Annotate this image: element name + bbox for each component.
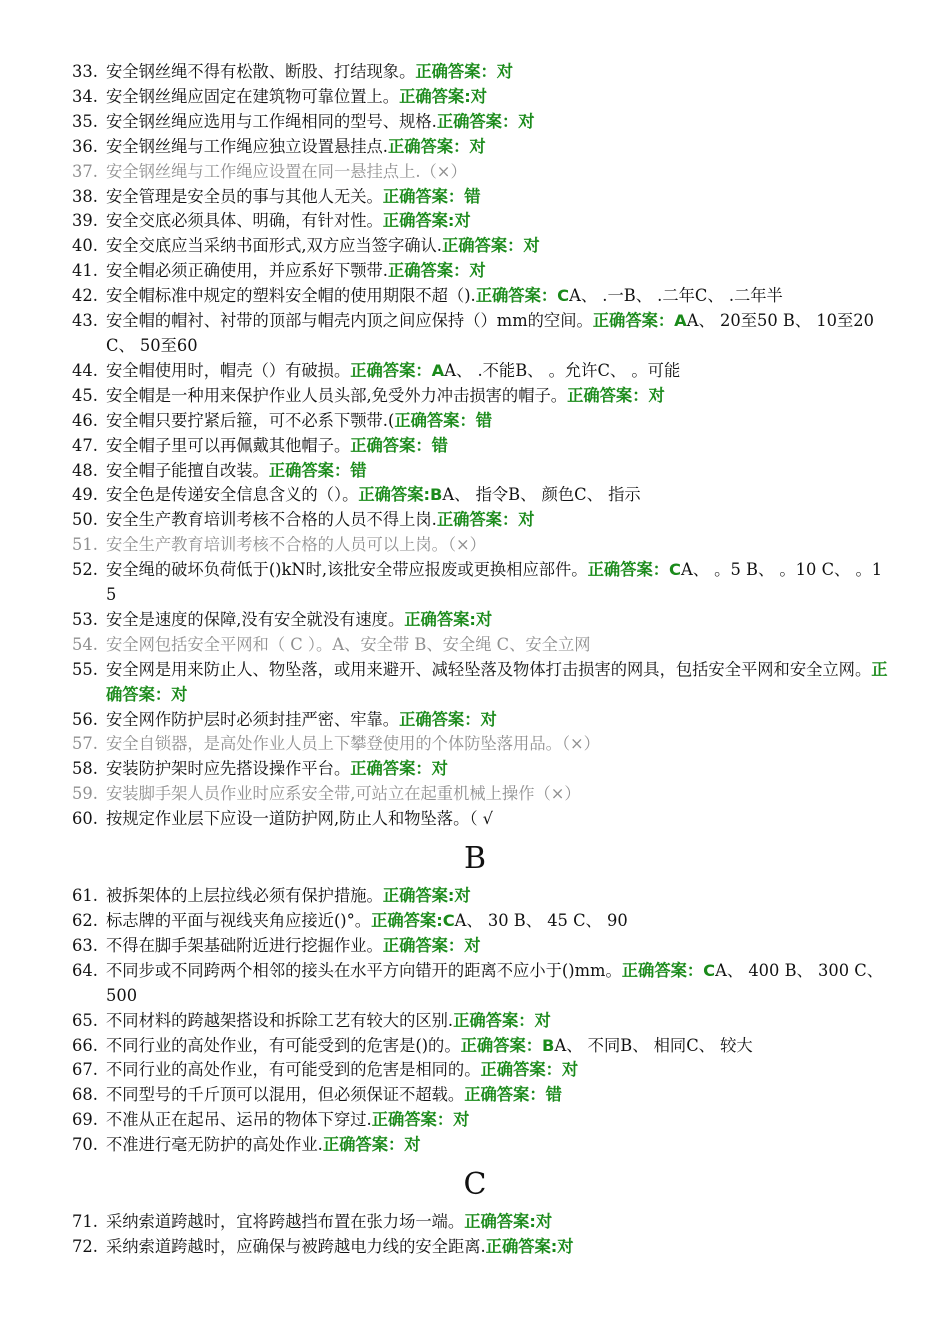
answer-label: 正确答案:对 (404, 609, 493, 629)
item-number: 66. (72, 1035, 98, 1055)
item-number: 69. (72, 1110, 98, 1130)
answer-label: 正确答案：对 (453, 1010, 551, 1030)
list-item (0, 558, 950, 608)
question-text: 不同行业的高处作业，有可能受到的危害是相同的。 (106, 1060, 481, 1080)
question-text: 安全交底应当采纳书面形式,双方应当签字确认. (106, 236, 442, 256)
answer-options: A、 .不能B、 。允许C、 。可能 (444, 360, 681, 380)
answer-label: 正确答案：A (592, 311, 687, 331)
item-number: 68. (72, 1085, 98, 1105)
answer-label: 正确答案：对 (387, 136, 486, 156)
item-number: 46. (72, 410, 98, 430)
answer-options: A、 不同B、 相同C、 较大 (554, 1035, 753, 1055)
item-number: 49. (72, 485, 98, 505)
question-text: 不同行业的高处作业，有可能受到的危害是()的。 (106, 1035, 461, 1055)
answer-label: 正确答案:对 (382, 886, 471, 906)
question-text: 安全帽是一种用来保护作业人员头部,免受外力冲击损害的帽子。 (106, 385, 568, 405)
question-text: 安全交底必须具体、明确，有针对性。 (106, 211, 383, 231)
item-number: 70. (72, 1135, 98, 1155)
item-number: 50. (72, 510, 98, 530)
list-item (0, 259, 950, 284)
item-number: 62. (72, 911, 98, 930)
answer-label: 正确答案:B (358, 485, 443, 505)
item-number: 41. (72, 261, 98, 281)
answer-label: 正确答案:对 (464, 1212, 553, 1232)
question-text: 安全帽标准中规定的塑料安全帽的使用期限不超（). (106, 286, 476, 306)
item-number: 38. (72, 186, 98, 206)
list-item (0, 234, 950, 259)
answer-label: 正确答案：对 (387, 261, 486, 281)
answer-options: A、 指令B、 颜色C、 指示 (442, 485, 641, 505)
answer-label: 正确答案：B (460, 1035, 555, 1055)
list-item (0, 1133, 950, 1158)
item-number: 35. (72, 111, 98, 131)
question-list (0, 60, 950, 1260)
list-item (0, 110, 950, 135)
answer-label: 正确答案：对 (322, 1135, 421, 1155)
question-text: 按规定作业层下应设一道防护网,防止人和物坠落。（ √ (106, 809, 494, 829)
item-number: 39. (72, 211, 98, 231)
question-text: 安全钢丝绳与工作绳应独立设置悬挂点. (106, 136, 388, 156)
answer-label: 正确答案：对 (480, 1060, 579, 1080)
question-text: 安全帽子里可以再佩戴其他帽子。 (106, 435, 351, 455)
item-number: 57. (72, 734, 98, 754)
item-number: 71. (72, 1212, 98, 1232)
list-item (0, 309, 950, 359)
answer-label: 正确答案：对 (106, 659, 888, 704)
item-number: 67. (72, 1060, 98, 1080)
answer-label: 正确答案：对 (415, 62, 514, 81)
item-number: 59. (72, 784, 98, 804)
item-number: 72. (72, 1236, 98, 1256)
list-item (0, 934, 950, 959)
item-number: 43. (72, 311, 98, 331)
item-number: 40. (72, 236, 98, 256)
list-item (0, 160, 950, 185)
list-item (0, 807, 950, 832)
answer-label: 正确答案：C (475, 286, 570, 306)
question-text: 安全钢丝绳应选用与工作绳相同的型号、规格. (106, 111, 437, 131)
question-text: 安装防护架时应先搭设操作平台。 (106, 759, 351, 779)
list-item (0, 209, 950, 234)
question-text: 安全帽使用时，帽壳（）有破损。 (106, 360, 351, 380)
answer-label: 正确答案:C (371, 911, 455, 930)
list-item (0, 909, 950, 934)
answer-label: 正确答案：C (587, 560, 681, 580)
list-item (0, 533, 950, 558)
answer-label: 正确答案：对 (436, 111, 535, 131)
item-number: 52. (72, 560, 98, 580)
list-item (0, 1108, 950, 1133)
section-heading: C (463, 1167, 487, 1203)
list-item (0, 483, 950, 508)
question-text: 安全钢丝绳应固定在建筑物可靠位置上。 (106, 86, 400, 106)
answer-label: 正确答案:对 (399, 86, 487, 106)
list-item (0, 757, 950, 782)
list-item (0, 959, 950, 1009)
question-text: 安全网包括安全平网和（ C ）。A、安全带 B、安全绳 C、安全立网 (106, 634, 591, 654)
list-item (0, 359, 950, 384)
list-item (0, 459, 950, 484)
answer-label: 正确答案：错 (394, 410, 493, 430)
item-number: 63. (72, 935, 98, 955)
list-item (0, 508, 950, 533)
question-text: 安全自锁器，是高处作业人员上下攀登使用的个体防坠落用品。（×） (106, 734, 600, 754)
item-number: 34. (72, 86, 98, 106)
answer-label: 正确答案：对 (567, 385, 665, 405)
answer-label: 正确答案:对 (382, 211, 471, 231)
question-text: 安全是速度的保障,没有安全就没有速度。 (106, 609, 405, 629)
answer-options: A、 30 B、 45 C、 90 (454, 911, 628, 930)
list-item (0, 1009, 950, 1034)
answer-options: A、 。5 B、 。10 C、 。15 (106, 560, 883, 605)
question-text: 安全色是传递安全信息含义的（）。 (106, 485, 359, 505)
list-item (0, 1083, 950, 1108)
list-item (0, 384, 950, 409)
answer-options: A、 20至50 B、 10至20 C、 50至60 (106, 311, 875, 355)
answer-options: A、 400 B、 300 C、 500 (106, 960, 883, 1005)
question-text: 安全绳的破坏负荷低于()kN时,该批安全带应报废或更换相应部件。 (106, 560, 588, 580)
item-number: 37. (72, 161, 98, 181)
question-text: 安装脚手架人员作业时应系安全带,可站立在起重机械上操作（×） (106, 784, 581, 804)
answer-label: 正确答案：对 (436, 510, 535, 530)
list-item (0, 434, 950, 459)
list-item (0, 732, 950, 757)
question-text: 安全网作防护层时必须封挂严密、牢靠。 (106, 709, 400, 729)
item-number: 60. (72, 809, 98, 829)
question-text: 不得在脚手架基础附近进行挖掘作业。 (106, 935, 383, 955)
answer-label: 正确答案：错 (350, 435, 448, 455)
answer-label: 正确答案:对 (485, 1236, 574, 1256)
list-item (0, 658, 950, 708)
question-text: 安全钢丝绳与工作绳应设置在同一悬挂点上.（×） (106, 161, 467, 181)
item-number: 33. (72, 62, 98, 81)
item-number: 65. (72, 1010, 98, 1030)
list-item (0, 1058, 950, 1083)
item-number: 55. (72, 659, 98, 679)
list-item (0, 409, 950, 434)
list-item (0, 633, 950, 658)
item-number: 54. (72, 634, 98, 654)
question-text: 安全生产教育培训考核不合格的人员不得上岗. (106, 510, 437, 530)
answer-label: 正确答案：对 (382, 935, 481, 955)
answer-label: 正确答案：A (350, 360, 445, 380)
list-item (0, 1034, 950, 1059)
item-number: 48. (72, 460, 98, 480)
question-text: 采纳索道跨越时，宜将跨越挡布置在张力场一端。 (106, 1212, 465, 1232)
item-number: 45. (72, 385, 98, 405)
list-item (0, 85, 950, 110)
question-text: 标志牌的平面与视线夹角应接近()°。 (106, 911, 372, 930)
question-text: 不同材料的跨越架搭设和拆除工艺有较大的区别. (106, 1010, 454, 1030)
question-text: 安全帽必须正确使用，并应系好下颚带. (106, 261, 388, 281)
question-text: 安全帽的帽衬、衬带的顶部与帽壳内顶之间应保持（）mm的空间。 (106, 311, 593, 331)
answer-label: 正确答案：对 (399, 709, 497, 729)
item-number: 44. (72, 360, 98, 380)
question-text: 被拆架体的上层拉线必须有保护措施。 (106, 886, 383, 906)
item-number: 61. (72, 886, 98, 906)
answer-label: 正确答案：对 (441, 236, 540, 256)
answer-options: A、 .一B、 .二年C、 .二年半 (569, 286, 783, 306)
list-item (0, 708, 950, 733)
item-number: 64. (72, 960, 98, 980)
list-item (0, 608, 950, 633)
question-text: 采纳索道跨越时，应确保与被跨越电力线的安全距离. (106, 1236, 486, 1256)
question-text: 不准进行毫无防护的高处作业. (106, 1135, 323, 1155)
question-text: 不同步或不同跨两个相邻的接头在水平方向错开的距离不应小于()mm。 (106, 960, 622, 980)
question-text: 不准从正在起吊、运吊的物体下穿过. (106, 1110, 372, 1130)
answer-label: 正确答案：错 (268, 460, 367, 480)
answer-label: 正确答案：错 (382, 186, 481, 206)
list-item (0, 1210, 950, 1235)
list-item (0, 782, 950, 807)
list-item (0, 185, 950, 210)
item-number: 51. (72, 535, 98, 555)
question-text: 安全钢丝绳不得有松散、断股、打结现象。 (106, 62, 416, 81)
item-number: 47. (72, 435, 98, 455)
question-text: 不同型号的千斤顶可以混用，但必须保证不超载。 (106, 1085, 465, 1105)
item-number: 53. (72, 609, 98, 629)
question-text: 安全生产教育培训考核不合格的人员可以上岗。（×） (106, 535, 486, 555)
item-number: 58. (72, 759, 98, 779)
question-text: 安全管理是安全员的事与其他人无关。 (106, 186, 383, 206)
item-number: 56. (72, 709, 98, 729)
question-text: 安全网是用来防止人、物坠落，或用来避开、减轻坠落及物体打击损害的网具，包括安全平网和安全立网。 (106, 659, 872, 679)
item-number: 36. (72, 136, 98, 156)
list-item (0, 135, 950, 160)
answer-label: 正确答案：错 (464, 1085, 562, 1105)
list-item (0, 884, 950, 909)
section-heading: B (463, 841, 487, 877)
list-item (0, 1235, 950, 1260)
question-text: 安全帽子能擅自改装。 (106, 460, 269, 480)
question-text: 安全帽只要拧紧后箍，可不必系下颚带.( (106, 410, 395, 430)
answer-label: 正确答案：对 (371, 1110, 470, 1130)
item-number: 42. (72, 286, 98, 306)
list-item (0, 60, 950, 85)
list-item (0, 284, 950, 309)
answer-label: 正确答案：C (621, 960, 716, 980)
answer-label: 正确答案：对 (350, 759, 448, 779)
